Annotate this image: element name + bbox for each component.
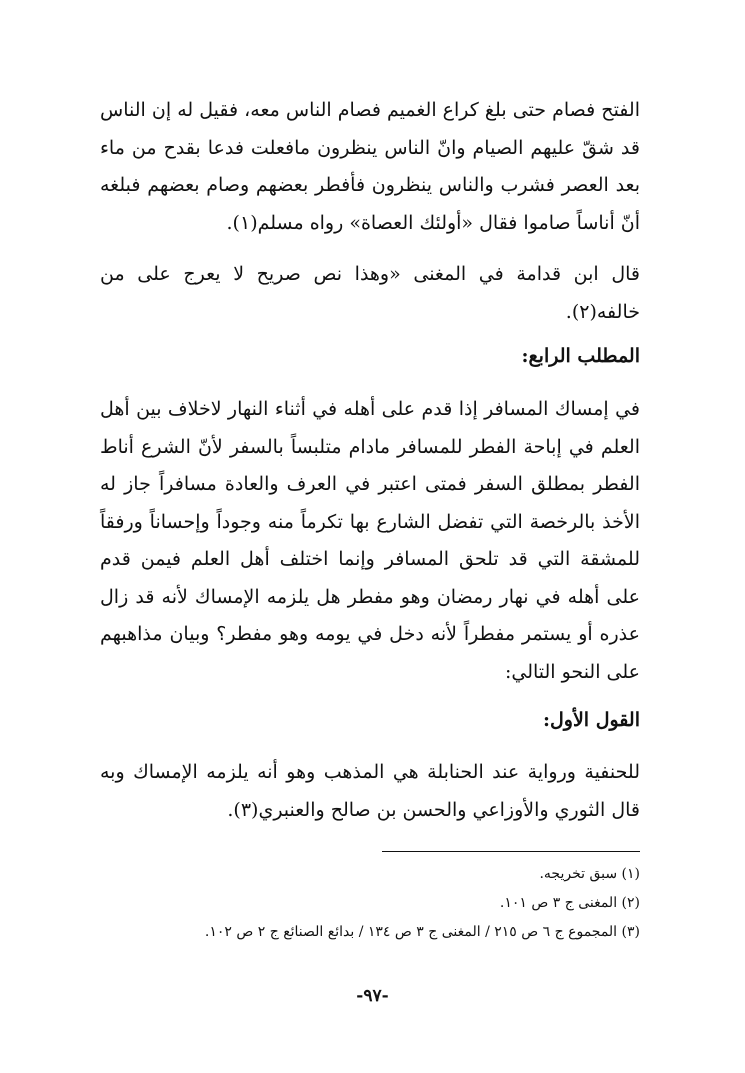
- paragraph-traveler-fasting: في إمساك المسافر إذا قدم على أهله في أثناء النهار لاخلاف بين أهل العلم في إباحة الفطر للمسافر مادام متلبساً بالسفر لأنّ الشرع أناط الفطر بمطلق السفر فمتى اعتبر في العرف والعادة مسافراً جاز له الأخذ بالرخصة التي تفضل الشارع بها تكرماً منه وجوداً وإحساناً ورفقاً للمشقة التي قد تلحق المسافر وإنما اختلف أهل العلم فيمن قدم على أهله في نهار رمضان وهو مفطر هل يلزمه الإمساك لأنه قد زال عذره أو يستمر مفطراً لأنه دخل في يومه وهو مفطر؟ وبيان مذاهبهم على النحو التالي:: [100, 398, 640, 683]
- footnote-2: (٢) المغنى ج ٣ ص ١٠١.: [499, 895, 640, 911]
- page-number: -٩٧-: [356, 986, 389, 1006]
- paragraph-ibn-qudamah: قال ابن قدامة في المغنى «وهذا نص صريح لا يعرج على من خالفه(٢).: [100, 263, 640, 323]
- paragraph-hadith: الفتح فصام حتى بلغ كراع الغميم فصام الناس معه، فقيل له إن الناس قد شقّ عليهم الصيام وانّ الناس ينظرون مافعلت فدعا بقدح من ماء بعد العصر فشرب والناس ينظرون فأفطر بعضهم وصام بعضهم فبلغه أنّ أناساً صاموا فقال «أولئك العصاة» رواه مسلم(١).: [100, 99, 640, 234]
- footnote-1: (١) سبق تخريجه.: [539, 866, 640, 882]
- paragraph-first-opinion: للحنفية ورواية عند الحنابلة هي المذهب وهو أنه يلزمه الإمساك وبه قال الثوري والأوزاعي والحسن بن صالح والعنبري(٣).: [100, 761, 640, 821]
- footnotes: [100, 860, 640, 947]
- section-heading: المطلب الرابع:: [521, 345, 640, 367]
- footnote-3: (٣) المجموع ج ٦ ص ٢١٥ / المغنى ج ٣ ص ١٣٤ / بدائع الصنائع ج ٢ ص ١٠٢.: [204, 924, 640, 940]
- footnote-separator: [382, 851, 640, 852]
- first-opinion-heading: القول الأول:: [542, 709, 640, 731]
